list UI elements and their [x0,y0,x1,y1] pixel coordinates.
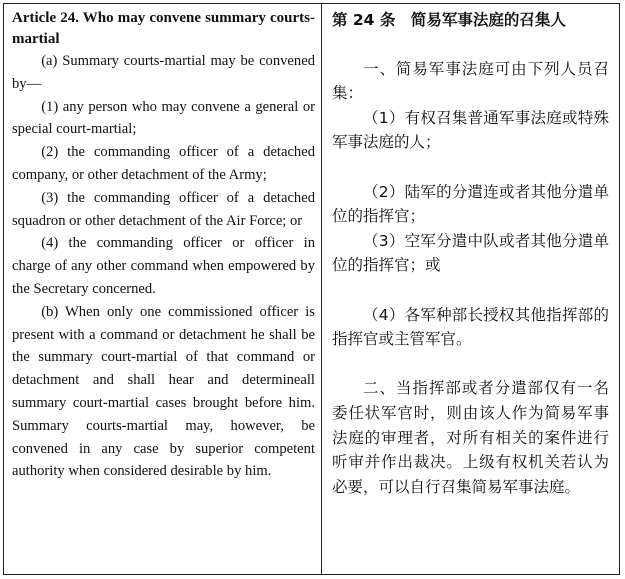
spacer [332,155,609,180]
chinese-paragraph-1: 一、简易军事法庭可由下列人员召集： [332,59,609,103]
chinese-item-3: （3）空军分遣中队或者其他分遣单位的指挥官；或 [332,231,609,275]
chinese-item-4: （4）各军种部长授权其他指挥部的指挥官或主管军官。 [332,305,609,349]
chinese-item-2: （2）陆军的分遣连或者其他分遣单位的指挥官； [332,182,609,226]
spacer [332,278,609,303]
chinese-column [322,4,619,574]
chinese-item-1: （1）有权召集普通军事法庭或特殊军事法庭的人； [332,108,609,152]
chinese-article-title: 第 24 条 简易军事法庭的召集人 [332,11,566,29]
english-item-2: (2) the commanding officer of a detached company, or other detachment of the Army; [12,144,315,183]
english-paragraph-b: (b) When only one commissioned officer is present with a command or detachment he shall be the summary court-martial of that command or detachment and shall hear and determineall summary court-martial cases brought before him. Summary courts-martial may, however, be convened in any case by superior competent authority when considered desirable by him. [12,303,315,480]
chinese-paragraph-2: 二、当指挥部或者分遣部仅有一名委任状军官时，则由该人作为简易军事法庭的审理者，对所有相关的案件进行听审并作出裁决。上级有权机关若认为必要，可以自行召集简易军事法庭。 [332,379,609,496]
english-item-1: (1) any person who may convene a general or special court-martial; [12,98,315,138]
english-item-3: (3) the commanding officer of a detached squadron or other detachment of the Air Force; or [12,189,315,229]
english-article-title: Article 24. Who may convene summary courts-martial [12,10,315,47]
english-item-4: (4) the commanding officer or officer in charge of any other command when empowered by the Secretary concerned. [12,235,315,297]
spacer [332,352,609,377]
english-paragraph-a: (a) Summary courts-martial may be convened by— [12,53,315,92]
english-column [4,4,322,574]
bilingual-article-table [3,3,620,575]
